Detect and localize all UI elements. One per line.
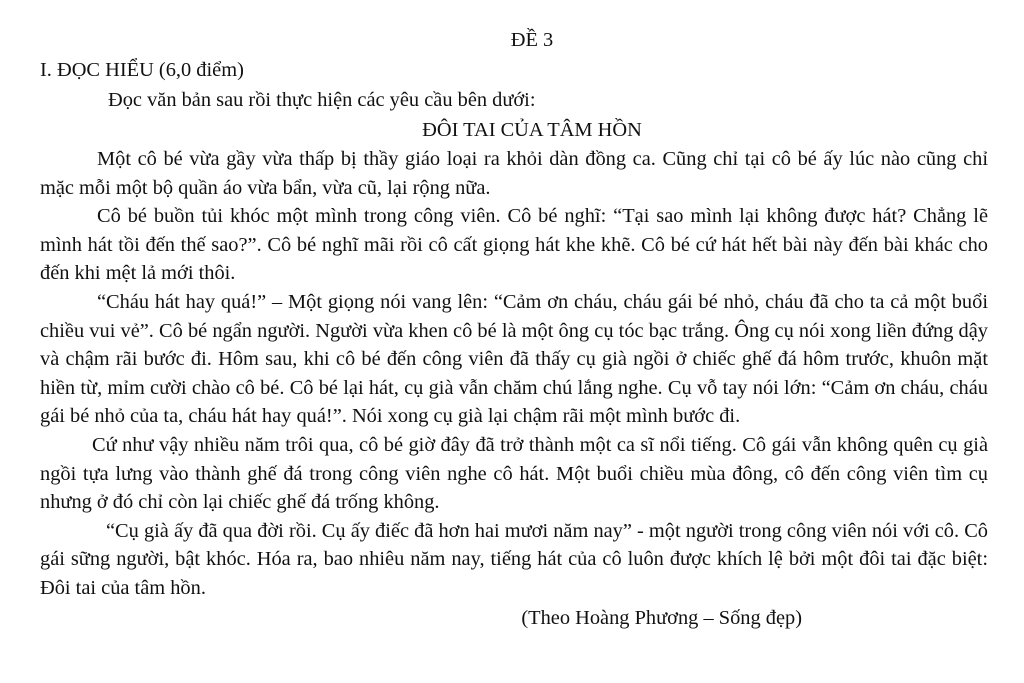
story-paragraph-3: “Cháu hát hay quá!” – Một giọng nói vang lên: “Cảm ơn cháu, cháu gái bé nhỏ, cháu đã cho ta cả một buổi chiều vui vẻ”. Cô bé ngẩn người. Người vừa khen cô bé là một ông cụ tóc bạc trắng. Ông cụ nói xong liền đứng dậy và chậm rãi bước đi. Hôm sau, khi cô bé đến công viên đã thấy cụ già ngồi ở chiếc ghế đá hôm trước, khuôn mặt hiền từ, mỉm cười chào cô bé. Cô bé lại hát, cụ già vẫn chăm chú lắng nghe. Cụ vỗ tay nói lớn: “Cảm ơn cháu, cháu gái bé nhỏ của ta, cháu hát hay quá!”. Nói xong cụ già lại chậm rãi một mình bước đi.: [40, 290, 988, 428]
story-paragraph-5: “Cụ già ấy đã qua đời rồi. Cụ ấy điếc đã hơn hai mươi năm nay” - một người trong công viên nói với cô. Cô gái sững người, bật khóc. Hóa ra, bao nhiêu năm nay, tiếng hát của cô luôn được khích lệ bởi một đôi tai đặc biệt: Đôi tai của tâm hồn.: [40, 519, 988, 599]
instruction-text: Đọc văn bản sau rồi thực hiện các yêu cầu bên dưới:: [108, 89, 536, 111]
story-title: ĐÔI TAI CỦA TÂM HỒN: [422, 119, 642, 141]
exam-title: ĐỀ 3: [510, 29, 554, 51]
story-paragraph-1: Một cô bé vừa gầy vừa thấp bị thầy giáo loại ra khỏi dàn đồng ca. Cũng chỉ tại cô bé ấy lúc nào cũng chỉ mặc mỗi một bộ quần áo vừa bẩn, vừa cũ, lại rộng nữa.: [40, 148, 988, 199]
story-paragraph-4: Cứ như vậy nhiều năm trôi qua, cô bé giờ đây đã trở thành một ca sĩ nổi tiếng. Cô gái vẫn không quên cụ già ngồi tựa lưng vào thành ghế đá trong công viên nghe cô hát. Một buổi chiều mùa đông, cô đến công viên tìm cụ nhưng ở đó chỉ còn lại chiếc ghế đá trống không.: [40, 433, 988, 514]
document-page: [40, 25, 988, 633]
story-paragraph-2: Cô bé buồn tủi khóc một mình trong công viên. Cô bé nghĩ: “Tại sao mình lại không được hát? Chẳng lẽ mình hát tồi đến thế sao?”. Cô bé nghĩ mãi rồi cô cất giọng hát khe khẽ. Cô bé cứ hát hết bài này đến bài khác cho đến khi mệt lả mới thôi.: [40, 205, 988, 285]
source-citation: (Theo Hoàng Phương – Sống đẹp): [521, 606, 802, 629]
section-heading: I. ĐỌC HIỂU (6,0 điểm): [40, 59, 244, 81]
